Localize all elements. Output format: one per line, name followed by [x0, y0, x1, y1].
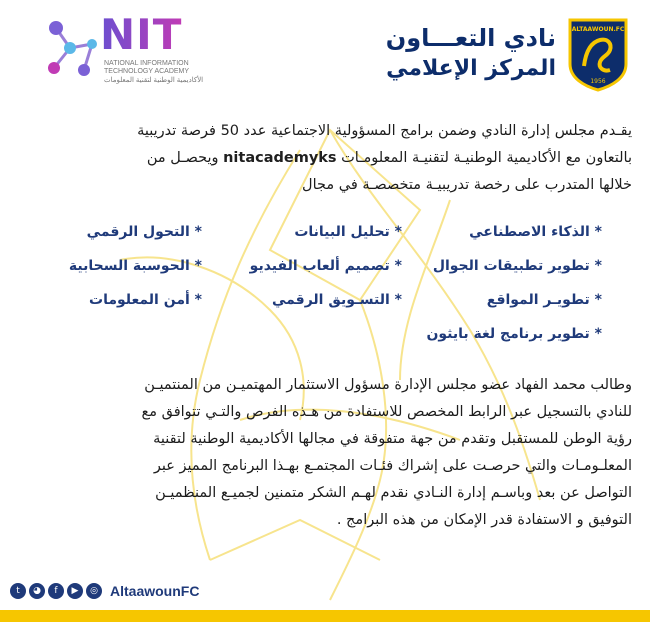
closing-line-3: رؤية الوطن للمستقبل وتقدم من جهة متفوقة في مجالها الأكاديمية الوطنية لتقنية [153, 431, 632, 447]
fields-row [62, 224, 602, 258]
fields-row [62, 326, 602, 360]
intro-line-3: خلالها المتدرب على رخصة تدريبيـة متخصصـة في مجال [302, 177, 632, 193]
academy-handle: nitacademyks [223, 150, 337, 166]
club-badge-year: 1956 [590, 78, 606, 85]
intro-line-2-part-b: ويحصـل من [146, 150, 219, 166]
club-badge-text: ALTAAWOUN.FC [571, 26, 625, 33]
club-name: نادي التعـــاون [385, 24, 556, 52]
nit-subtitle-line1: NATIONAL INFORMATION [104, 60, 189, 67]
training-fields-list [62, 224, 602, 360]
intro-line-2 [20, 145, 632, 172]
nit-subtitle-line2: TECHNOLOGY ACADEMY [104, 68, 190, 75]
nit-subtitle-arabic: الأكاديمية الوطنية لتقنية المعلومات [104, 77, 204, 84]
social-handle[interactable]: AltaawounFC [110, 583, 200, 599]
intro-paragraph [20, 118, 632, 199]
fields-row [62, 292, 602, 326]
header [0, 0, 650, 108]
fields-row [62, 258, 602, 292]
intro-line-1: يقـدم مجلس إدارة النادي وضمن برامج المسؤولية الاجتماعية عدد 50 فرصة تدريبية [137, 123, 632, 139]
club-crest-icon [566, 16, 630, 92]
field-item: * تحليل البيانات [294, 224, 402, 240]
intro-line-2-part-a: بالتعاون مع الأكاديمية الوطنيـة لتقنيـة المعلومـات [341, 150, 632, 166]
closing-paragraph [20, 372, 632, 534]
field-item: * الحوسبة السحابية [68, 258, 202, 274]
closing-line-2: للنادي بالتسجيل عبر الرابط المخصص للاستفادة من هـذه الفرص والتـي تتوافق مع [141, 404, 632, 420]
social-links [10, 580, 199, 602]
field-item: * الذكاء الاصطناعي [469, 224, 602, 240]
field-item: * التسـويق الرقمي [271, 292, 402, 308]
youtube-icon[interactable]: ▶ [67, 583, 83, 599]
closing-line-4: المعلـومـات والتي حرصـت على إشراك فئـات المجتمـع بهـذا البرنامج المميز عبر [153, 458, 632, 474]
field-item: * أمن المعلومات [89, 292, 202, 308]
nit-logo-text: NIT [100, 10, 183, 59]
closing-line-1: وطالب محمد الفهاد عضو مجلس الإدارة مسؤول الاستثمار المهتميـن من المنتميـن [144, 377, 632, 393]
club-department: المركز الإعلامي [386, 56, 556, 81]
facebook-icon[interactable]: f [48, 583, 64, 599]
closing-line-5: التواصل عن بعد وباسـم إدارة النـادي نقدم لهـم الشكر متمنين لجميـع المنظميـن [155, 485, 632, 501]
snapchat-icon[interactable]: ◕ [29, 583, 45, 599]
bottom-accent-bar [0, 610, 650, 622]
field-item: * تصميم ألعاب الفيديو [249, 258, 402, 274]
twitter-icon[interactable]: t [10, 583, 26, 599]
field-item: * تطوير برنامج لغة بايثون [426, 326, 602, 342]
field-item: * تطويـر المواقع [486, 292, 602, 308]
field-item: * التحول الرقمي [86, 224, 202, 240]
closing-line-6: التوفيق و الاستفادة قدر الإمكان من هذه البرامج . [336, 512, 632, 528]
field-item: * تطوير تطبيقات الجوال [432, 258, 602, 274]
instagram-icon[interactable]: ◎ [86, 583, 102, 599]
